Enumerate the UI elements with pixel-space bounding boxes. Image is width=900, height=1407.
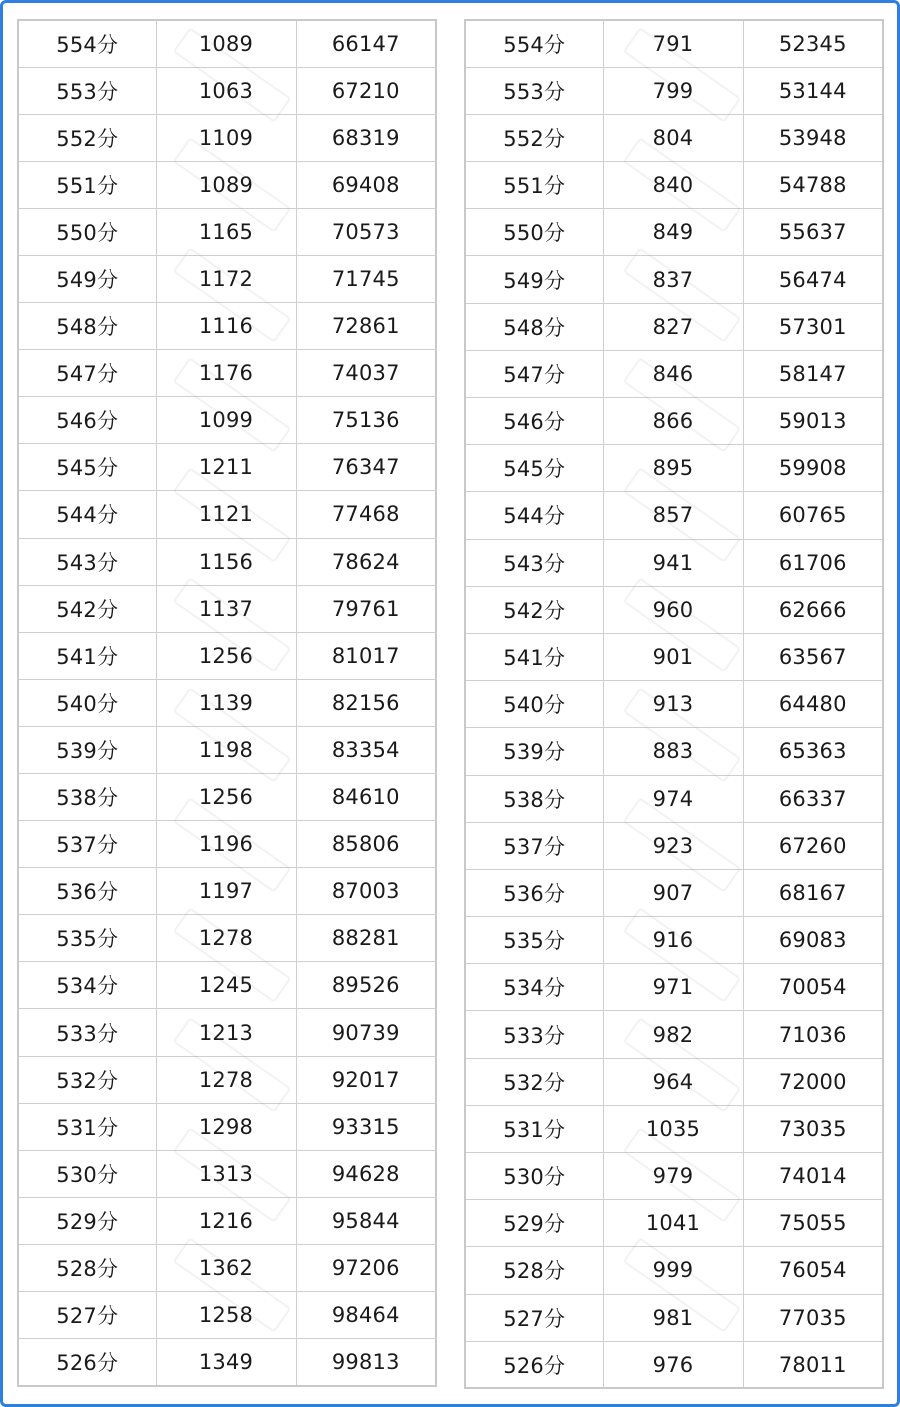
count-cell: 1089 [156,20,296,67]
cumulative-cell: 85806 [296,821,436,868]
cumulative-cell: 94628 [296,1150,436,1197]
count-cell: 1121 [156,491,296,538]
count-cell: 1216 [156,1197,296,1244]
table-row [18,915,436,962]
cumulative-cell: 52345 [743,20,883,67]
count-cell: 849 [603,209,743,256]
cumulative-cell: 70054 [743,964,883,1011]
cumulative-cell: 74014 [743,1153,883,1200]
cumulative-cell: 93315 [296,1103,436,1150]
cumulative-cell: 99813 [296,1339,436,1386]
cumulative-cell: 54788 [743,162,883,209]
cumulative-cell: 74037 [296,350,436,397]
score-cell: 530分 [18,1150,156,1197]
table-row [18,1056,436,1103]
cumulative-cell: 78011 [743,1341,883,1388]
table-row [465,1294,883,1341]
cumulative-cell: 69083 [743,917,883,964]
count-cell: 974 [603,775,743,822]
score-cell: 548分 [465,303,603,350]
count-cell: 1116 [156,303,296,350]
score-cell: 544分 [18,491,156,538]
score-cell: 542分 [18,585,156,632]
cumulative-cell: 67260 [743,822,883,869]
score-cell: 541分 [465,633,603,680]
count-cell: 840 [603,162,743,209]
cumulative-cell: 97206 [296,1244,436,1291]
score-cell: 551分 [18,161,156,208]
table-row [465,350,883,397]
count-cell: 791 [603,20,743,67]
count-cell: 846 [603,350,743,397]
table-row [465,20,883,67]
score-cell: 543分 [18,538,156,585]
table-row [18,161,436,208]
table-row [18,1339,436,1386]
score-cell: 552分 [18,114,156,161]
score-cell: 554分 [18,20,156,67]
table-row [18,585,436,632]
cumulative-cell: 75136 [296,397,436,444]
count-cell: 982 [603,1011,743,1058]
count-cell: 1258 [156,1292,296,1339]
count-cell: 857 [603,492,743,539]
cumulative-cell: 63567 [743,633,883,680]
table-row [465,209,883,256]
table-row [18,114,436,161]
score-cell: 529分 [465,1200,603,1247]
count-cell: 1156 [156,538,296,585]
score-cell: 528分 [465,1247,603,1294]
table-row [465,964,883,1011]
score-cell: 538分 [18,774,156,821]
table-row [465,822,883,869]
cumulative-cell: 70573 [296,208,436,255]
table-row [18,444,436,491]
table-row [465,586,883,633]
score-cell: 546分 [465,398,603,445]
cumulative-cell: 64480 [743,681,883,728]
score-cell: 536分 [18,868,156,915]
right-score-table [464,19,884,1389]
cumulative-cell: 66337 [743,775,883,822]
cumulative-cell: 68319 [296,114,436,161]
count-cell: 960 [603,586,743,633]
table-row [465,728,883,775]
cumulative-cell: 67210 [296,67,436,114]
count-cell: 1063 [156,67,296,114]
count-cell: 1041 [603,1200,743,1247]
count-cell: 837 [603,256,743,303]
count-cell: 916 [603,917,743,964]
score-cell: 526分 [465,1341,603,1388]
table-row [465,1200,883,1247]
cumulative-cell: 57301 [743,303,883,350]
cumulative-cell: 76347 [296,444,436,491]
count-cell: 1211 [156,444,296,491]
score-cell: 545分 [465,445,603,492]
table-row [465,492,883,539]
cumulative-cell: 77468 [296,491,436,538]
cumulative-cell: 58147 [743,350,883,397]
table-row [18,868,436,915]
table-row [18,20,436,67]
table-row [18,208,436,255]
table-row [465,114,883,161]
table-row [18,726,436,773]
table-row [18,67,436,114]
cumulative-cell: 56474 [743,256,883,303]
count-cell: 827 [603,303,743,350]
score-cell: 539分 [18,726,156,773]
count-cell: 1213 [156,1009,296,1056]
table-row [18,397,436,444]
count-cell: 1197 [156,868,296,915]
cumulative-cell: 73035 [743,1105,883,1152]
score-cell: 542分 [465,586,603,633]
count-cell: 1256 [156,632,296,679]
score-cell: 535分 [18,915,156,962]
right-table-body [465,20,883,1388]
score-cell: 534分 [465,964,603,1011]
score-cell: 527分 [18,1292,156,1339]
table-row [465,1153,883,1200]
count-cell: 964 [603,1058,743,1105]
score-cell: 533分 [18,1009,156,1056]
table-row [18,1009,436,1056]
count-cell: 1035 [603,1105,743,1152]
count-cell: 1313 [156,1150,296,1197]
count-cell: 971 [603,964,743,1011]
score-cell: 528分 [18,1244,156,1291]
cumulative-cell: 65363 [743,728,883,775]
count-cell: 883 [603,728,743,775]
cumulative-cell: 83354 [296,726,436,773]
score-cell: 537分 [18,821,156,868]
table-row [18,255,436,302]
count-cell: 1298 [156,1103,296,1150]
table-row [465,67,883,114]
score-cell: 527分 [465,1294,603,1341]
score-cell: 544分 [465,492,603,539]
cumulative-cell: 90739 [296,1009,436,1056]
table-row [18,303,436,350]
cumulative-cell: 98464 [296,1292,436,1339]
score-cell: 541分 [18,632,156,679]
count-cell: 979 [603,1153,743,1200]
table-row [18,632,436,679]
score-cell: 552分 [465,114,603,161]
table-row [18,1292,436,1339]
table-row [18,538,436,585]
table-row [465,162,883,209]
score-cell: 535分 [465,917,603,964]
count-cell: 1099 [156,397,296,444]
score-cell: 540分 [18,679,156,726]
score-cell: 543分 [465,539,603,586]
table-row [465,1105,883,1152]
table-row [18,1150,436,1197]
table-row [465,775,883,822]
table-row [465,1058,883,1105]
score-cell: 554分 [465,20,603,67]
count-cell: 1278 [156,1056,296,1103]
score-cell: 539分 [465,728,603,775]
score-cell: 550分 [465,209,603,256]
table-row [18,1103,436,1150]
count-cell: 907 [603,869,743,916]
cumulative-cell: 60765 [743,492,883,539]
count-cell: 1139 [156,679,296,726]
count-cell: 804 [603,114,743,161]
cumulative-cell: 89526 [296,962,436,1009]
cumulative-cell: 92017 [296,1056,436,1103]
cumulative-cell: 81017 [296,632,436,679]
table-row [465,1011,883,1058]
count-cell: 981 [603,1294,743,1341]
count-cell: 1256 [156,774,296,821]
score-cell: 531分 [465,1105,603,1152]
score-cell: 536分 [465,869,603,916]
cumulative-cell: 87003 [296,868,436,915]
score-cell: 553分 [465,67,603,114]
cumulative-cell: 75055 [743,1200,883,1247]
count-cell: 941 [603,539,743,586]
count-cell: 866 [603,398,743,445]
count-cell: 1198 [156,726,296,773]
score-cell: 529分 [18,1197,156,1244]
table-row [18,962,436,1009]
cumulative-cell: 61706 [743,539,883,586]
cumulative-cell: 88281 [296,915,436,962]
score-cell: 547分 [18,350,156,397]
count-cell: 1362 [156,1244,296,1291]
cumulative-cell: 82156 [296,679,436,726]
table-row [18,821,436,868]
cumulative-cell: 79761 [296,585,436,632]
table-row [18,1244,436,1291]
score-cell: 546分 [18,397,156,444]
count-cell: 1089 [156,161,296,208]
cumulative-cell: 72000 [743,1058,883,1105]
table-row [18,350,436,397]
table-row [18,774,436,821]
count-cell: 1245 [156,962,296,1009]
score-cell: 530分 [465,1153,603,1200]
table-row [465,303,883,350]
cumulative-cell: 53948 [743,114,883,161]
count-cell: 1176 [156,350,296,397]
table-row [465,256,883,303]
score-cell: 537分 [465,822,603,869]
table-row [465,869,883,916]
score-cell: 545分 [18,444,156,491]
table-row [465,539,883,586]
score-cell: 532分 [465,1058,603,1105]
score-cell: 538分 [465,775,603,822]
count-cell: 999 [603,1247,743,1294]
cumulative-cell: 71036 [743,1011,883,1058]
table-row [465,681,883,728]
cumulative-cell: 76054 [743,1247,883,1294]
table-row [465,917,883,964]
score-cell: 551分 [465,162,603,209]
cumulative-cell: 68167 [743,869,883,916]
cumulative-cell: 59908 [743,445,883,492]
count-cell: 1172 [156,255,296,302]
count-cell: 1109 [156,114,296,161]
cumulative-cell: 71745 [296,255,436,302]
score-cell: 548分 [18,303,156,350]
score-cell: 549分 [18,255,156,302]
count-cell: 1137 [156,585,296,632]
count-cell: 1349 [156,1339,296,1386]
count-cell: 913 [603,681,743,728]
cumulative-cell: 77035 [743,1294,883,1341]
cumulative-cell: 78624 [296,538,436,585]
score-cell: 540分 [465,681,603,728]
cumulative-cell: 95844 [296,1197,436,1244]
count-cell: 799 [603,67,743,114]
table-row [465,445,883,492]
score-cell: 532分 [18,1056,156,1103]
score-cell: 533分 [465,1011,603,1058]
score-cell: 526分 [18,1339,156,1386]
count-cell: 1196 [156,821,296,868]
score-cell: 553分 [18,67,156,114]
score-cell: 534分 [18,962,156,1009]
cumulative-cell: 66147 [296,20,436,67]
table-row [465,1247,883,1294]
cumulative-cell: 62666 [743,586,883,633]
count-cell: 901 [603,633,743,680]
cumulative-cell: 72861 [296,303,436,350]
cumulative-cell: 53144 [743,67,883,114]
table-row [18,679,436,726]
score-cell: 547分 [465,350,603,397]
table-row [18,1197,436,1244]
left-score-table [17,19,437,1387]
table-row [465,398,883,445]
count-cell: 895 [603,445,743,492]
score-cell: 550分 [18,208,156,255]
table-row [465,633,883,680]
count-cell: 923 [603,822,743,869]
left-table-body [18,20,436,1386]
score-cell: 549分 [465,256,603,303]
cumulative-cell: 69408 [296,161,436,208]
count-cell: 976 [603,1341,743,1388]
score-cell: 531分 [18,1103,156,1150]
count-cell: 1278 [156,915,296,962]
cumulative-cell: 55637 [743,209,883,256]
table-row [18,491,436,538]
cumulative-cell: 59013 [743,398,883,445]
count-cell: 1165 [156,208,296,255]
table-row [465,1341,883,1388]
cumulative-cell: 84610 [296,774,436,821]
